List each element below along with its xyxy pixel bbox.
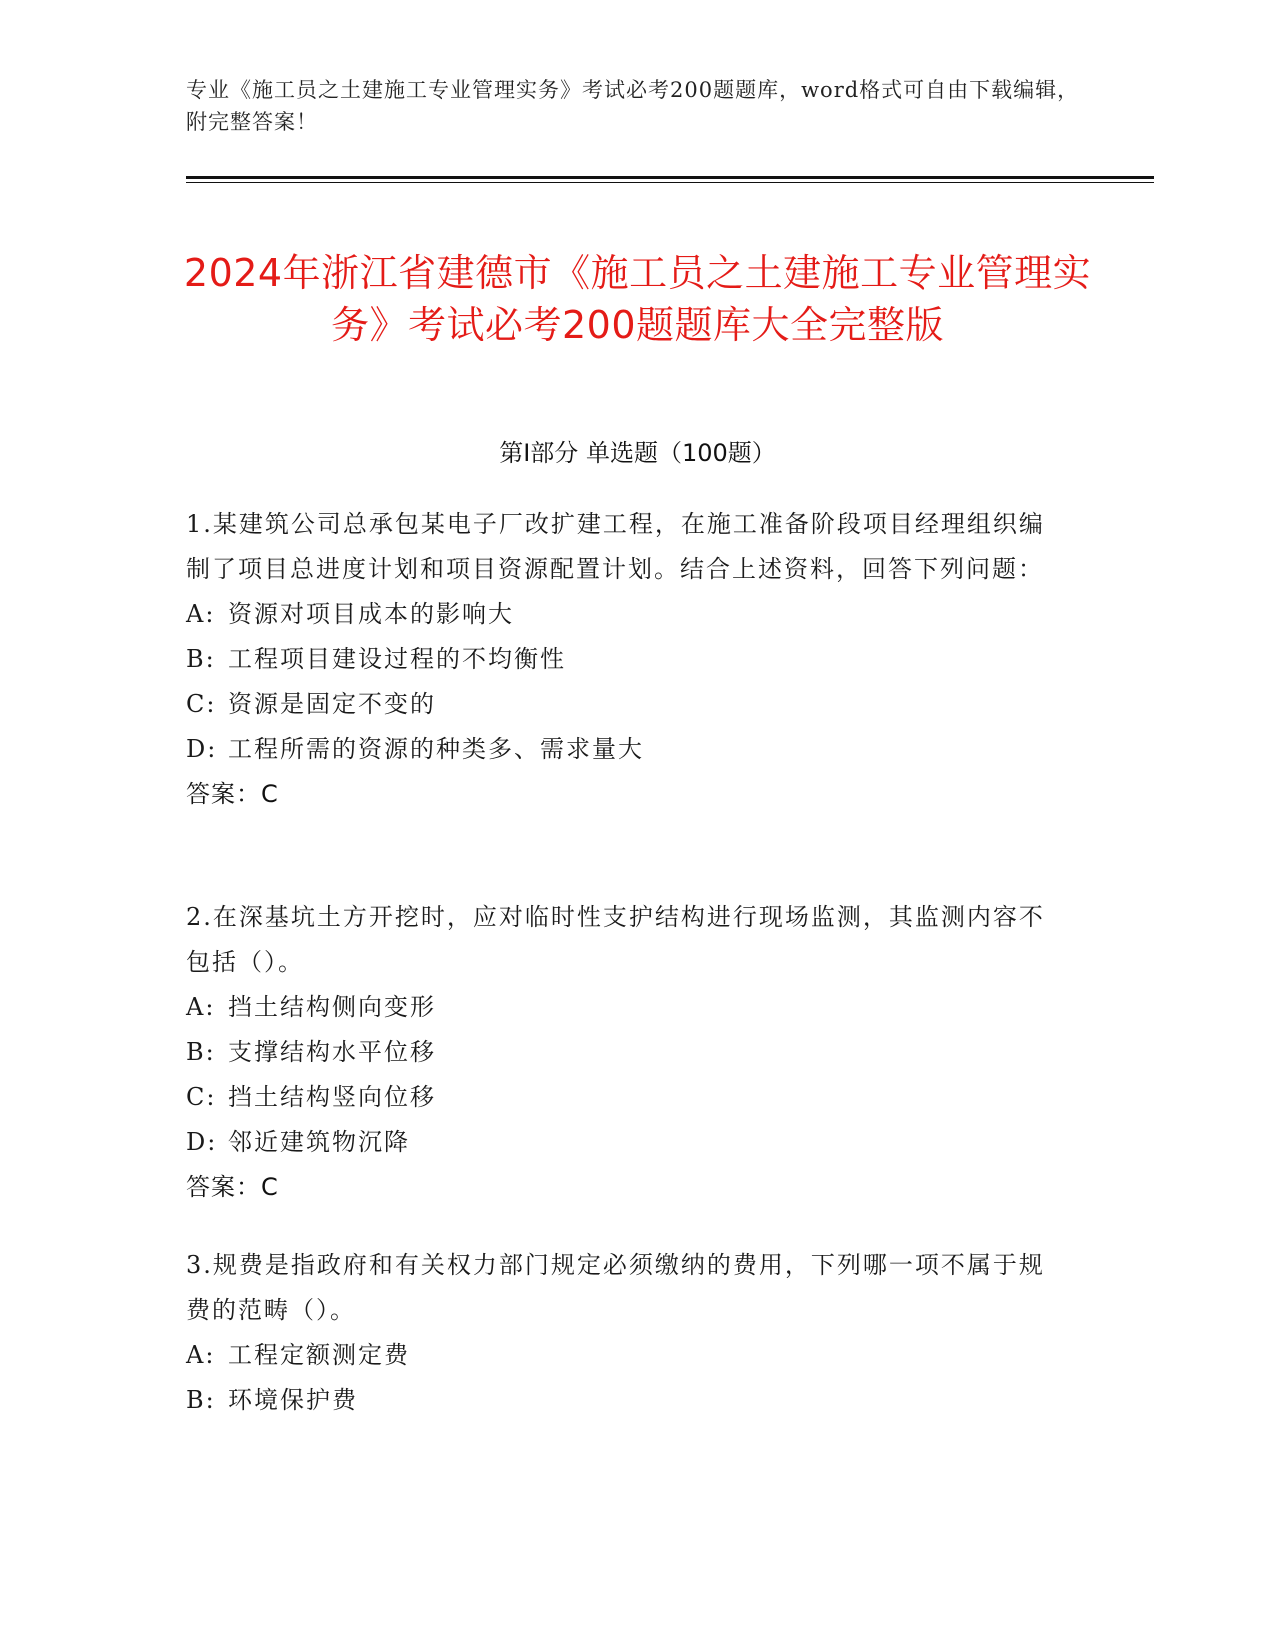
option-key: B: — [186, 1386, 216, 1414]
option-b — [186, 637, 1066, 682]
answer-line — [186, 1165, 1066, 1210]
option-c — [186, 1075, 1066, 1120]
document-title: 2024年浙江省建德市《施工员之土建施工专业管理实务》考试必考200题题库大全完整版 — [183, 251, 1092, 348]
answer-label: 答案： — [186, 780, 261, 808]
option-text: 邻近建筑物沉降 — [228, 1128, 410, 1156]
question-1 — [186, 502, 1066, 817]
option-key: D: — [186, 735, 218, 763]
option-key: C: — [186, 1083, 217, 1111]
answer-value: C — [261, 1173, 279, 1201]
header-divider-thin — [186, 182, 1154, 183]
option-key: A: — [186, 1341, 216, 1369]
option-a — [186, 1333, 1066, 1378]
section-heading: 第Ⅰ部分 单选题（100题） — [499, 439, 776, 467]
question-3 — [186, 1243, 1066, 1423]
option-key: A: — [186, 600, 216, 628]
option-a — [186, 592, 1066, 637]
question-stem: 1.某建筑公司总承包某电子厂改扩建工程，在施工准备阶段项目经理组织编制了项目总进度计划和项目资源配置计划。结合上述资料，回答下列问题： — [186, 510, 1045, 583]
answer-line — [186, 772, 1066, 817]
option-b — [186, 1030, 1066, 1075]
option-a — [186, 985, 1066, 1030]
header-note: 专业《施工员之土建施工专业管理实务》考试必考200题题库，word格式可自由下载编辑，附完整答案！ — [186, 78, 1080, 134]
option-c — [186, 682, 1066, 727]
option-text: 工程所需的资源的种类多、需求量大 — [228, 735, 644, 763]
option-d — [186, 1120, 1066, 1165]
option-key: B: — [186, 1038, 216, 1066]
option-key: A: — [186, 993, 216, 1021]
option-d — [186, 727, 1066, 772]
answer-value: C — [261, 780, 279, 808]
option-key: D: — [186, 1128, 218, 1156]
option-text: 资源对项目成本的影响大 — [228, 600, 514, 628]
option-text: 环境保护费 — [228, 1386, 358, 1414]
header-divider-thick — [186, 176, 1154, 179]
option-b — [186, 1378, 1066, 1423]
option-text: 挡土结构侧向变形 — [228, 993, 436, 1021]
question-2 — [186, 895, 1066, 1210]
option-text: 工程项目建设过程的不均衡性 — [228, 645, 566, 673]
question-stem: 3.规费是指政府和有关权力部门规定必须缴纳的费用，下列哪一项不属于规费的范畴（）。 — [186, 1251, 1045, 1324]
option-text: 资源是固定不变的 — [228, 690, 436, 718]
answer-label: 答案： — [186, 1173, 261, 1201]
option-text: 工程定额测定费 — [228, 1341, 410, 1369]
option-key: C: — [186, 690, 217, 718]
option-text: 挡土结构竖向位移 — [228, 1083, 436, 1111]
option-text: 支撑结构水平位移 — [228, 1038, 436, 1066]
option-key: B: — [186, 645, 216, 673]
question-stem: 2.在深基坑土方开挖时，应对临时性支护结构进行现场监测，其监测内容不包括（）。 — [186, 903, 1045, 976]
